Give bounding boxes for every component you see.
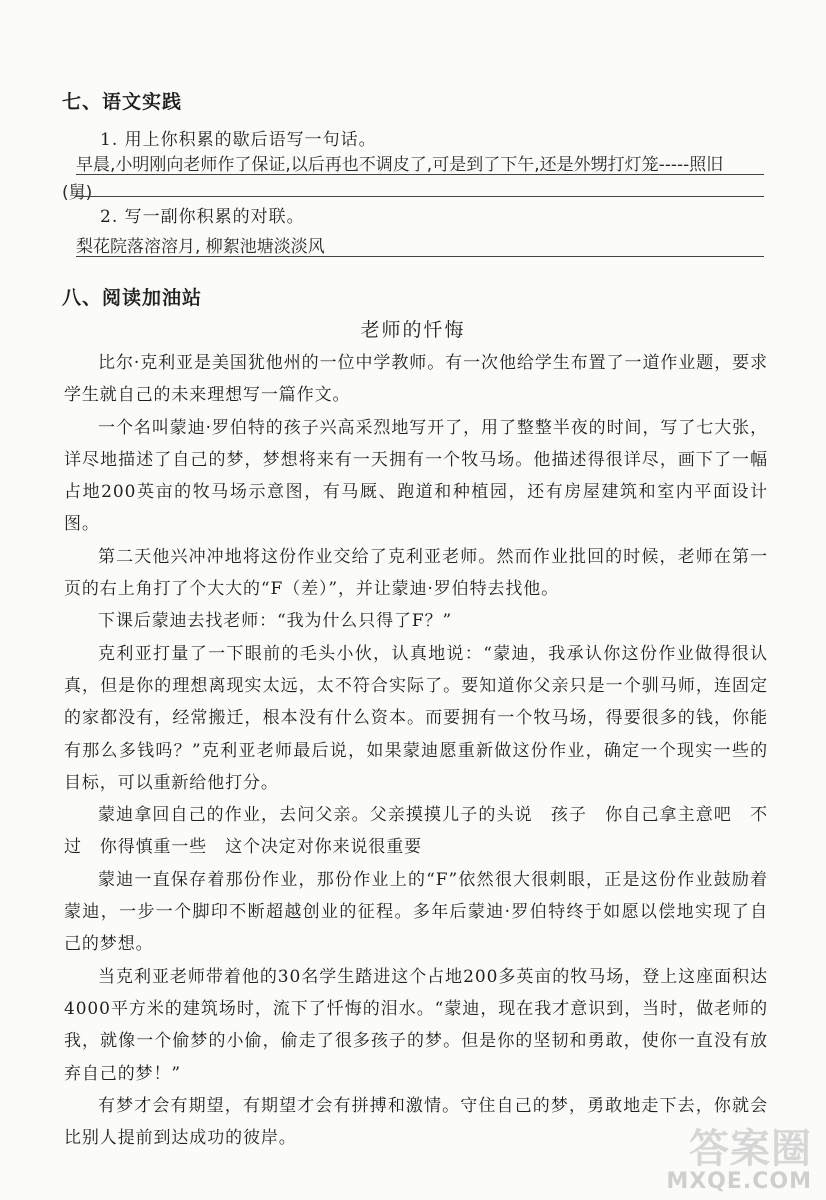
answer-line-1 bbox=[76, 174, 764, 175]
answer-line-3 bbox=[76, 256, 764, 257]
story-paragraph: 第二天他兴冲冲地将这份作业交给了克利亚老师。然而作业批回的时候，老师在第一页的右上角打了个大大的“F（差）”，并让蒙迪·罗伯特去找他。 bbox=[64, 546, 768, 600]
story-paragraph: 克利亚打量了一下眼前的毛头小伙，认真地说：“蒙迪，我承认你这份作业做得很认真，但是你的理想离现实太远，太不符合实际了。要知道你父亲只是一个驯马师，连固定的家都没有，经常搬迁，根本没有什么资本。而要拥有一个牧马场，得要很多的钱，你能有那么多钱吗？”克利亚老师最后说，如果蒙迪愿重新做这份作业，确定一个现实一些的目标，可以重新给他打分。 bbox=[64, 643, 768, 793]
story-body bbox=[64, 347, 768, 1154]
story-paragraph: 一个名叫蒙迪·罗伯特的孩子兴高采烈地写开了，用了整整半夜的时间，写了七大张，详尽地描述了自己的梦，梦想将来有一天拥有一个牧马场。他描述得很详尽，画下了一幅占地200英亩的牧马场示意图，有马厩、跑道和种植园，还有房屋建筑和室内平面设计图。 bbox=[64, 417, 768, 535]
section-8-title: 八、阅读加油站 bbox=[62, 287, 203, 309]
answer-1-line-1: 早晨,小明刚向老师作了保证,以后再也不调皮了,可是到了下午,还是外甥打灯笼-----照旧 bbox=[76, 155, 724, 175]
story-paragraph: 蒙迪一直保存着那份作业，那份作业上的“F”依然很大很刺眼，正是这份作业鼓励着蒙迪，一步一个脚印不断超越创业的征程。多年后蒙迪·罗伯特终于如愿以偿地实现了自己的梦想。 bbox=[64, 869, 768, 955]
watermark-url: MXQE.COM bbox=[666, 1169, 812, 1194]
answer-1-line-2: (舅) bbox=[62, 183, 93, 203]
story-paragraph: 蒙迪拿回自己的作业，去问父亲。父亲摸摸儿子的头说 孩子 你自己拿主意吧 不过 你得慎重一些 这个决定对你来说很重要 bbox=[64, 805, 768, 858]
question-1: 1. 用上你积累的歇后语写一句话。 bbox=[100, 130, 377, 150]
story-paragraph: 有梦才会有期望，有期望才会有拼搏和激情。守住自己的梦，勇敢地走下去，你就会比别人提前到达成功的彼岸。 bbox=[64, 1095, 768, 1149]
story-paragraph: 当克利亚老师带着他的30名学生踏进这个占地200多英亩的牧马场，登上这座面积达4000平方米的建筑场时，流下了忏悔的泪水。“蒙迪，现在我才意识到，当时，做老师的我，就像一个偷梦的小偷，偷走了很多孩子的梦。但是你的坚韧和勇敢，使你一直没有放弃自己的梦！” bbox=[64, 966, 768, 1084]
story-paragraph: 下课后蒙迪去找老师：“我为什么只得了F？” bbox=[98, 611, 453, 632]
story-title: 老师的忏悔 bbox=[360, 319, 466, 341]
story-paragraph: 比尔·克利亚是美国犹他州的一位中学教师。有一次他给学生布置了一道作业题，要求学生就自己的未来理想写一篇作文。 bbox=[64, 353, 768, 406]
watermark-logo-text: 答案圈 bbox=[689, 1126, 812, 1172]
section-7-title: 七、语文实践 bbox=[62, 91, 183, 113]
question-2: 2. 写一副你积累的对联。 bbox=[100, 207, 305, 227]
answer-2: 梨花院落溶溶月, 柳絮池塘淡淡风 bbox=[76, 237, 325, 257]
watermark bbox=[666, 1126, 812, 1194]
answer-line-2 bbox=[76, 196, 764, 197]
